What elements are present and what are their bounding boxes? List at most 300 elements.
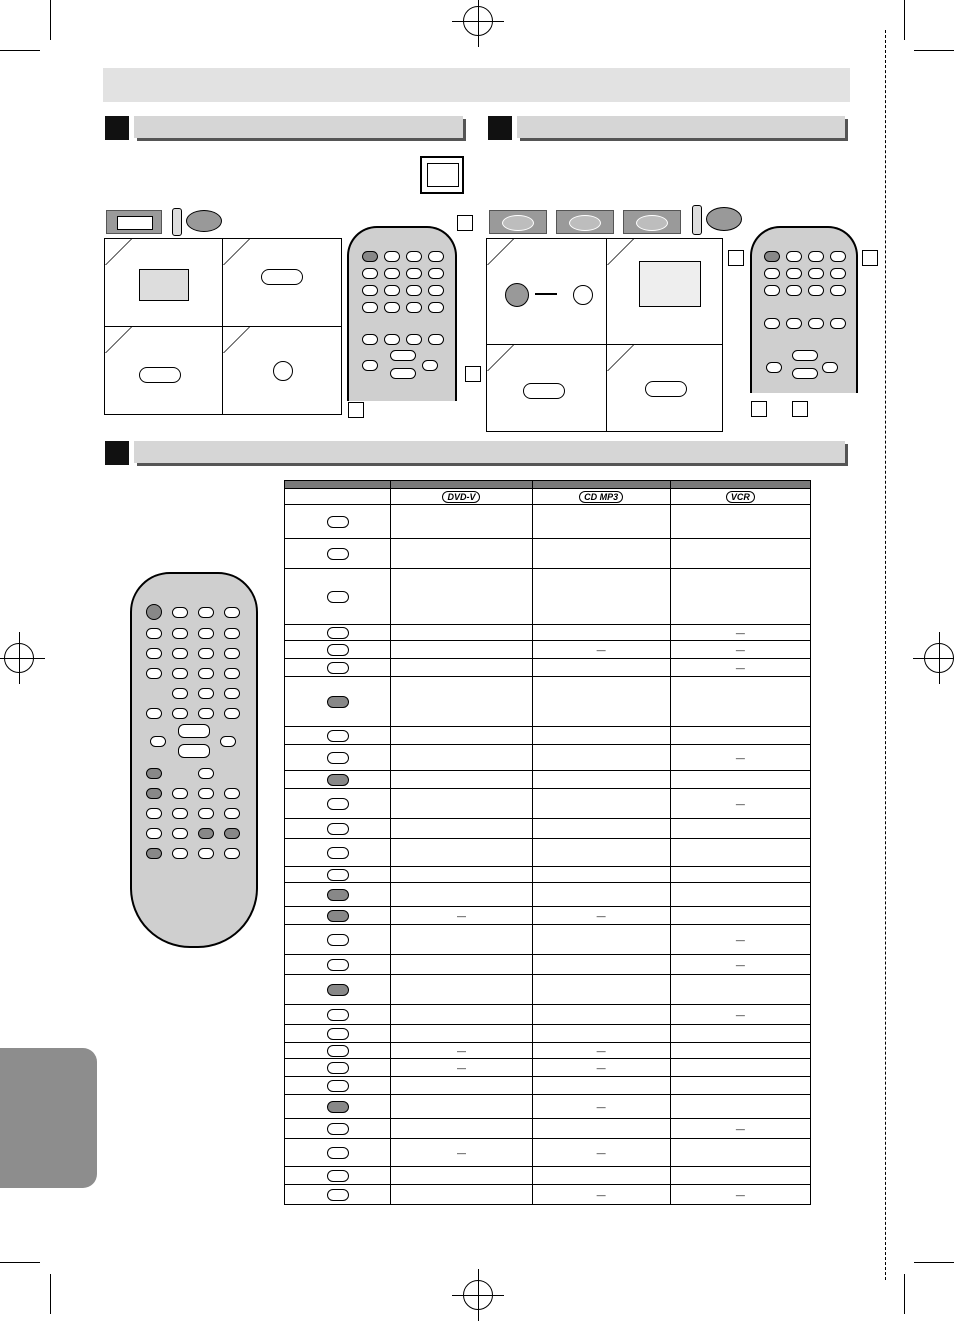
table-cell-cd [532,925,670,955]
oval-key-icon [327,627,349,639]
table-cell-cd [532,745,670,771]
table-cell-vcr [670,771,810,789]
table-cell-dvdv [391,955,532,975]
remote-key [384,268,400,279]
callout-box [792,401,808,417]
dvd-media-tag [556,210,614,234]
table-cell-dvdv [391,1077,532,1095]
section-marker-dvd [488,116,512,140]
table-cell-cd [532,1095,670,1119]
oval-key-icon [327,934,349,946]
section-header-vcr [134,116,463,138]
vcr-step-1 [104,238,223,327]
table-cell-cd [532,569,670,625]
pause-key-icon [327,847,349,859]
remote-key [786,268,802,279]
remote-key [146,768,162,779]
remote-key [830,285,846,296]
dvd-v-logo: DVD-V [442,491,480,503]
crop-mark [904,1274,905,1314]
remote-key [406,251,422,262]
cell-value: — [456,1045,466,1056]
table-cell-dvdv [391,677,532,727]
grey-oval-key-icon [327,910,349,922]
remote-key [198,648,214,659]
grey-round-key-icon [327,889,349,901]
loop-key-icon [327,1147,349,1159]
table-row [285,1119,811,1139]
dvd-media-tag [489,210,547,234]
table-cell-cd [532,659,670,677]
rewind-key [150,736,166,747]
table-cell-vcr [670,659,810,677]
table-row [285,1095,811,1119]
table-cell-dvdv [391,1185,532,1205]
stop-key-icon [327,1080,349,1092]
registration-mark-right [924,643,954,673]
table-cell-cd [532,1043,670,1059]
cell-value: — [735,1009,745,1020]
table-cell-cd [532,907,670,925]
table-cell-dvdv [391,641,532,659]
table-cell-dvdv [391,539,532,569]
remote-eject-key [428,251,444,262]
table-cell-dvdv [391,1095,532,1119]
crop-mark [50,1274,51,1314]
cell-value: — [596,910,606,921]
crop-mark [50,0,51,40]
remote-key [224,828,240,839]
table-cell-cd [532,727,670,745]
table-cell-vcr [670,1185,810,1205]
remote-key [224,788,240,799]
cell-value: — [596,1147,606,1158]
table-row [285,1167,811,1185]
table-row [285,505,811,539]
power-button [764,251,780,262]
section-marker-vcr [105,116,129,140]
table-row [285,1059,811,1077]
step-key-icon [327,1045,349,1057]
cell-value: — [735,959,745,970]
oval-key-icon [327,1062,349,1074]
remote-key [172,607,188,618]
table-cell-cd [532,1185,670,1205]
remote-key [764,318,780,329]
remote-key [198,607,214,618]
remote-key [146,848,162,859]
remote-key [172,668,188,679]
table-cell-dvdv [391,839,532,867]
table-cell-vcr [670,907,810,925]
table-cell-dvdv [391,1025,532,1043]
remote-key [764,268,780,279]
crop-mark [904,0,905,40]
play-key [390,350,416,361]
table-row [285,789,811,819]
cell-value: — [735,662,745,673]
remote-eject-key [224,607,240,618]
cell-value: — [596,1062,606,1073]
table-cell-cd [532,1005,670,1025]
table-row [285,569,811,625]
table-header-bar [285,481,811,489]
eject-button-icon [273,361,293,381]
forward-key [220,736,236,747]
table-cell-vcr [670,839,810,867]
table-cell-cd [532,1077,670,1095]
remote-key [172,648,188,659]
stop-key [178,744,210,758]
oval-key-icon [327,959,349,971]
table-cell-vcr [670,1167,810,1185]
dvd-step-4 [606,344,723,432]
table-cell-vcr [670,1119,810,1139]
rewind-forward-keys-icon [327,548,349,560]
remote-key [786,318,802,329]
oval-key-icon [327,1009,349,1021]
table-cell-vcr [670,1059,810,1077]
table-cell-dvdv [391,771,532,789]
remote-key [198,828,214,839]
vcr-media-tag [106,210,162,234]
table-cell-cd [532,839,670,867]
registration-mark-bottom [463,1280,493,1310]
table-cell-vcr [670,789,810,819]
remote-key [224,688,240,699]
table-cell-dvdv [391,1059,532,1077]
table-row [285,539,811,569]
table-cell-dvdv [391,907,532,925]
table-row [285,745,811,771]
table-cell-dvdv [391,925,532,955]
remote-key [384,334,400,345]
remote-key [172,628,188,639]
table-row [285,625,811,641]
table-row [285,925,811,955]
table-cell-cd [532,505,670,539]
table-row [285,1043,811,1059]
table-cell-cd [532,883,670,907]
table-cell-cd [532,771,670,789]
full-remote-buttons [146,604,246,864]
play-button-icon [261,269,303,285]
table-cell-cd [532,625,670,641]
cell-value: — [735,627,745,638]
table-cell-vcr [670,925,810,955]
vcr-step-3 [104,326,223,415]
remote-key [428,285,444,296]
cell-value: — [735,1189,745,1200]
table-cell-vcr [670,883,810,907]
remote-key [786,251,802,262]
remote-key [172,848,188,859]
dvd-vcr-keys-icon [327,1028,349,1040]
table-cell-cd [532,1059,670,1077]
table-cell-dvdv [391,1139,532,1167]
eject-key-icon [327,823,349,835]
table-cell-vcr [670,677,810,727]
rewind-key [362,360,378,371]
power-plug-icon [692,205,742,233]
stop-button-icon [139,367,181,383]
remote-key [172,828,188,839]
table-cell-cd [532,819,670,839]
table-row [285,975,811,1005]
remote-key [830,268,846,279]
table-cell-cd [532,677,670,727]
remote-key [146,648,162,659]
power-button [362,251,378,262]
table-cell-dvdv [391,569,532,625]
cd-mp3-logo: CD MP3 [579,491,623,503]
callout-box [751,401,767,417]
table-cell-cd [532,641,670,659]
table-row [285,659,811,677]
table-row [285,641,811,659]
table-cell-vcr [670,539,810,569]
table-cell-dvdv [391,867,532,883]
cell-value: — [456,1147,466,1158]
crop-mark [0,50,40,51]
table-cell-dvdv [391,505,532,539]
stop-key [792,368,818,379]
table-row [285,839,811,867]
remote-key [808,318,824,329]
remote-key [406,268,422,279]
table-cell-cd [532,867,670,883]
table-cell-vcr [670,1077,810,1095]
remote-key [224,708,240,719]
remote-key [362,334,378,345]
table-cell-vcr [670,1043,810,1059]
cell-value: — [456,1062,466,1073]
crop-mark [914,50,954,51]
section-header-table [134,441,845,463]
registration-mark-left [4,643,34,673]
table-row [285,907,811,925]
remote-key [198,788,214,799]
table-cell-dvdv [391,1119,532,1139]
table-cell-dvdv [391,1167,532,1185]
remote-key [146,628,162,639]
remote-key [198,708,214,719]
oval-key-icon [327,644,349,656]
table-cell-dvdv [391,659,532,677]
remote-key [224,848,240,859]
remote-key [198,768,214,779]
table-cell-vcr [670,569,810,625]
function-table [284,480,811,1205]
remote-key [362,302,378,313]
cell-value: — [735,1123,745,1134]
side-chapter-tab [0,1048,97,1188]
table-row [285,955,811,975]
table-row [285,727,811,745]
table-cell-dvdv [391,625,532,641]
remote-key [362,285,378,296]
cell-value: — [735,934,745,945]
table-cell-cd [532,1025,670,1043]
remote-key [808,251,824,262]
table-cell-cd [532,1139,670,1167]
remote-key [172,808,188,819]
remote-key [146,668,162,679]
remote-key [362,268,378,279]
remote-key [224,668,240,679]
cell-value: — [735,798,745,809]
table-cell-vcr [670,625,810,641]
play-key [178,724,210,738]
table-cell-dvdv [391,883,532,907]
oval-key-icon [327,1189,349,1201]
cell-value: — [596,1189,606,1200]
callout-box [728,250,744,266]
table-cell-vcr [670,1025,810,1043]
table-cell-vcr [670,819,810,839]
page-banner [103,68,850,102]
oval-key-icon [327,1170,349,1182]
remote-key [808,285,824,296]
cell-value: — [596,1101,606,1112]
table-cell-cd [532,955,670,975]
table-row [285,1025,811,1043]
dvd-media-tag [623,210,681,234]
cell-value: — [596,1045,606,1056]
table-cell-dvdv [391,1043,532,1059]
remote-key [786,285,802,296]
table-row [285,771,811,789]
remote-key [198,668,214,679]
grey-oval-key-icon [327,696,349,708]
callout-box [457,215,473,231]
remote-key [764,285,780,296]
vcr-logo: VCR [726,491,755,503]
table-row [285,867,811,883]
table-cell-dvdv [391,819,532,839]
stop-key [390,368,416,379]
number-keys-icon [327,516,349,528]
table-cell-cd [532,1167,670,1185]
section-header-dvd [517,116,845,138]
dvd-step-2 [606,238,723,345]
remote-key [146,808,162,819]
crop-mark [914,1262,954,1263]
table-cell-dvdv [391,745,532,771]
remote-key [406,285,422,296]
power-button [146,604,162,620]
callout-box [862,250,878,266]
arrow-icon [535,293,557,295]
table-row [285,1005,811,1025]
table-row [285,819,811,839]
power-plug-icon [172,208,222,234]
table-row [285,1077,811,1095]
remote-key [384,251,400,262]
cut-line [885,30,886,1280]
play-button-icon [523,383,565,399]
remote-key [384,302,400,313]
play-key-icon [327,869,349,881]
table-cell-vcr [670,955,810,975]
table-cell-vcr [670,867,810,883]
remote-key [198,688,214,699]
remote-key [406,334,422,345]
dvd-step-1 [486,238,607,345]
rewind-key [766,362,782,373]
forward-key [422,360,438,371]
table-cell-vcr [670,727,810,745]
remote-key [224,628,240,639]
vcr-step-2 [222,238,342,327]
remote-key [198,628,214,639]
disc-tray-icon [639,261,701,307]
remote-key [830,318,846,329]
cell-value: — [596,644,606,655]
remote-key [172,688,188,699]
stop-square-key-icon [327,730,349,742]
eject-button-icon [573,285,593,305]
table-cell-dvdv [391,789,532,819]
remote-key [224,648,240,659]
table-cell-vcr [670,1095,810,1119]
cell-value: — [456,910,466,921]
table-cell-cd [532,789,670,819]
table-cell-vcr [670,975,810,1005]
remote-key [146,788,162,799]
power-button-icon [505,283,529,307]
oval-key-icon [327,1123,349,1135]
tv-icon [420,156,464,194]
remote-key [172,708,188,719]
remote-key [808,268,824,279]
remote-key [198,848,214,859]
remote-eject-key [830,251,846,262]
table-cell-dvdv [391,727,532,745]
table-row [285,1139,811,1167]
remote-key [146,708,162,719]
oval-key-icon [327,798,349,810]
table-row [285,883,811,907]
table-cell-cd [532,1119,670,1139]
table-cell-dvdv [391,1005,532,1025]
registration-mark-top [463,6,493,36]
direction-keys-icon [327,591,349,603]
table-cell-vcr [670,1139,810,1167]
table-cell-cd [532,975,670,1005]
remote-key [428,334,444,345]
table-cell-cd [532,539,670,569]
grey-oval-key-icon [327,984,349,996]
cell-value: — [735,644,745,655]
target-key-icon [327,752,349,764]
grey-oval-key-icon [327,774,349,786]
table-cell-vcr [670,1005,810,1025]
table-row [285,1185,811,1205]
forward-key [822,362,838,373]
table-corner-cell [285,489,391,505]
section-marker-table [105,441,129,465]
remote-key [146,828,162,839]
remote-key [172,788,188,799]
remote-key [428,268,444,279]
stop-button-icon [645,381,687,397]
cell-value: — [735,752,745,763]
skip-key-icon [327,662,349,674]
table-header-row [285,489,811,505]
table-cell-vcr [670,745,810,771]
grey-oval-key-icon [327,1101,349,1113]
